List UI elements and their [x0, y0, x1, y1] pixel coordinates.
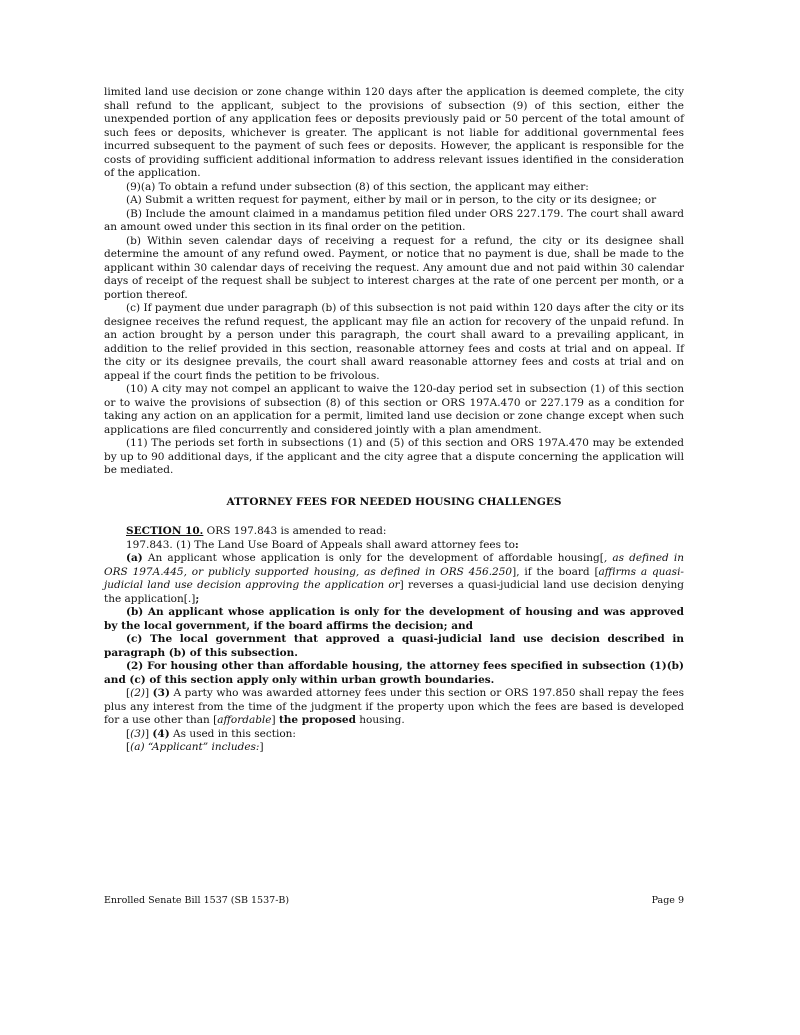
paragraph-a-semicolon: ; — [195, 592, 200, 605]
subsection-2: (2) For housing other than affordable housing, the attorney fees specified in subsection (1)(b) and (c) of this section apply only within urban growth boundaries. — [104, 660, 684, 686]
subsection-3-text-2: ] — [271, 714, 279, 726]
paragraph-a-text-2: ], if the board [ — [512, 565, 599, 578]
subsection-3-text-1: A party who was awarded attorney fees under this section or ORS 197.850 shall repay the fees plus any interest from the time of the judgment if the property upon which the fees are based is developed for a use other than [ — [104, 687, 685, 726]
paragraph-a-deleted-1: , as defined in ORS 197A.445, or publicly supported housing, as defined in ORS 456.250 — [104, 552, 684, 578]
section-10-intro-text: ORS 197.843 is amended to read: — [203, 525, 387, 537]
paragraph-a-lead: (a) — [126, 552, 143, 564]
subsection-4: [(3)] (4) As used in this section: — [126, 727, 296, 740]
section-label: SECTION 10. — [126, 525, 204, 537]
subsection-4a: [(a) “Applicant” includes:] — [126, 741, 264, 753]
paragraph-c: (c) The local government that approved a quasi-judicial land use decision described in paragraph (b) of this subsection. — [104, 633, 684, 659]
subsection-11: (11) The periods set forth in subsections (1) and (5) of this section and ORS 197A.470 may be extended by up to 90 additional days, if the applicant and the city agree that a dispute concerning the application will be mediated. — [104, 437, 684, 476]
subsection-9b: (b) Within seven calendar days of receiving a request for a refund, the city or its designee shall determine the amount of any refund owed. Payment, or notice that no payment is due, shall be made to the applicant within 30 calendar days of receiving the request. Any amount due and not paid within 30 calendar days of receipt of the request shall be subject to interest charges at the rate of one percent per month, or a portion thereof. — [104, 234, 684, 301]
paragraph-a-text-3: ] reverses a quasi-judicial land use decision denying the application[ — [104, 579, 684, 605]
footer-page-number: Page 9 — [651, 895, 684, 906]
page-footer — [104, 895, 684, 906]
subsection-3-new-number: (3) — [152, 687, 170, 699]
subsection-4a-deleted: (a) “Applicant” includes: — [130, 741, 260, 753]
paragraph-a-deleted-period: . — [187, 592, 192, 605]
paragraph-a-deleted-2: affirms a quasi-judicial land use decision approving the application or — [104, 565, 684, 591]
ors-197-843-subsection-1 — [104, 539, 684, 553]
paragraph-a — [104, 552, 684, 606]
document-body — [104, 86, 684, 755]
paragraph-a-text-1: An applicant whose application is only for the development of affordable housing[ — [142, 552, 604, 564]
subsection-9a: (9)(a) To obtain a refund under subsection (8) of this section, the applicant may either: — [126, 180, 589, 193]
subsection-3-inserted: the proposed — [278, 714, 356, 726]
subsection-9c: (c) If payment due under paragraph (b) of this subsection is not paid within 120 days after the city or its designee receives the refund request, the applicant may file an action for recovery of the unpaid refund. In an action brought by a person under this paragraph, the court shall award to a prevailing applicant, in addition to the relief provided in this section, reasonable attorney fees and costs at trial and on appeal. If the city or its designee prevails, the court shall award reasonable attorney fees and costs at trial and on appeal if the court finds the petition to be frivolous. — [104, 302, 684, 382]
subsection-4-new-number: (4) — [152, 727, 170, 740]
subsection-4-text: As used in this section: — [169, 727, 296, 740]
paragraph-a-bracket: ] — [191, 592, 196, 605]
paragraph-continuation: limited land use decision or zone change within 120 days after the application is deemed complete, the city shall refund to the applicant, subject to the provisions of subsection (9) of this section, either the unexpended portion of any application fees or deposits previously paid or 50 percent of the total amount of such fees or deposits, whichever is greater. The applicant is not liable for additional governmental fees incurred subsequent to the payment of such fees or deposits. However, the applicant is responsible for the costs of providing sufficient additional information to address relevant issues identified in the consideration of the application. — [104, 86, 684, 179]
subsection-3-old-number: (2) — [130, 687, 145, 699]
subsection-1-text: 197.843. (1) The Land Use Board of Appeals shall award attorney fees to — [126, 538, 515, 551]
section-10-intro — [104, 525, 684, 539]
subsection-1-colon: : — [514, 538, 519, 551]
paragraph-b: (b) An applicant whose application is only for the development of housing and was approved by the local government, if the board affirms the decision; and — [104, 606, 684, 632]
subsection-4-old-number: (3) — [130, 727, 145, 740]
footer-bill-title: Enrolled Senate Bill 1537 (SB 1537-B) — [104, 895, 290, 906]
subsection-9a-A: (A) Submit a written request for payment, either by mail or in person, to the city or its designee; or — [126, 194, 657, 206]
section-heading: ATTORNEY FEES FOR NEEDED HOUSING CHALLENGES — [226, 495, 562, 508]
subsection-3: [(2)] (3) A party who was awarded attorney fees under this section or ORS 197.850 shall repay the fees plus any interest from the time of the judgment if the property upon which the fees are based is developed for a use other than [affordable] the proposed housing. — [104, 687, 685, 726]
subsection-3-deleted: affordable — [217, 714, 272, 726]
subsection-9a-B: (B) Include the amount claimed in a mandamus petition filed under ORS 227.179. The court shall award an amount owed under this section in its final order on the petition. — [104, 207, 684, 233]
subsection-3-text-3: housing. — [355, 714, 405, 726]
subsection-10: (10) A city may not compel an applicant to waive the 120-day period set in subsection (1) of this section or to waive the provisions of subsection (8) of this section or ORS 197A.470 or 227.179 as a condition for taking any action on an application for a permit, limited land use decision or zone change except when such applications are filed concurrently and considered jointly with a plan amendment. — [104, 383, 684, 436]
